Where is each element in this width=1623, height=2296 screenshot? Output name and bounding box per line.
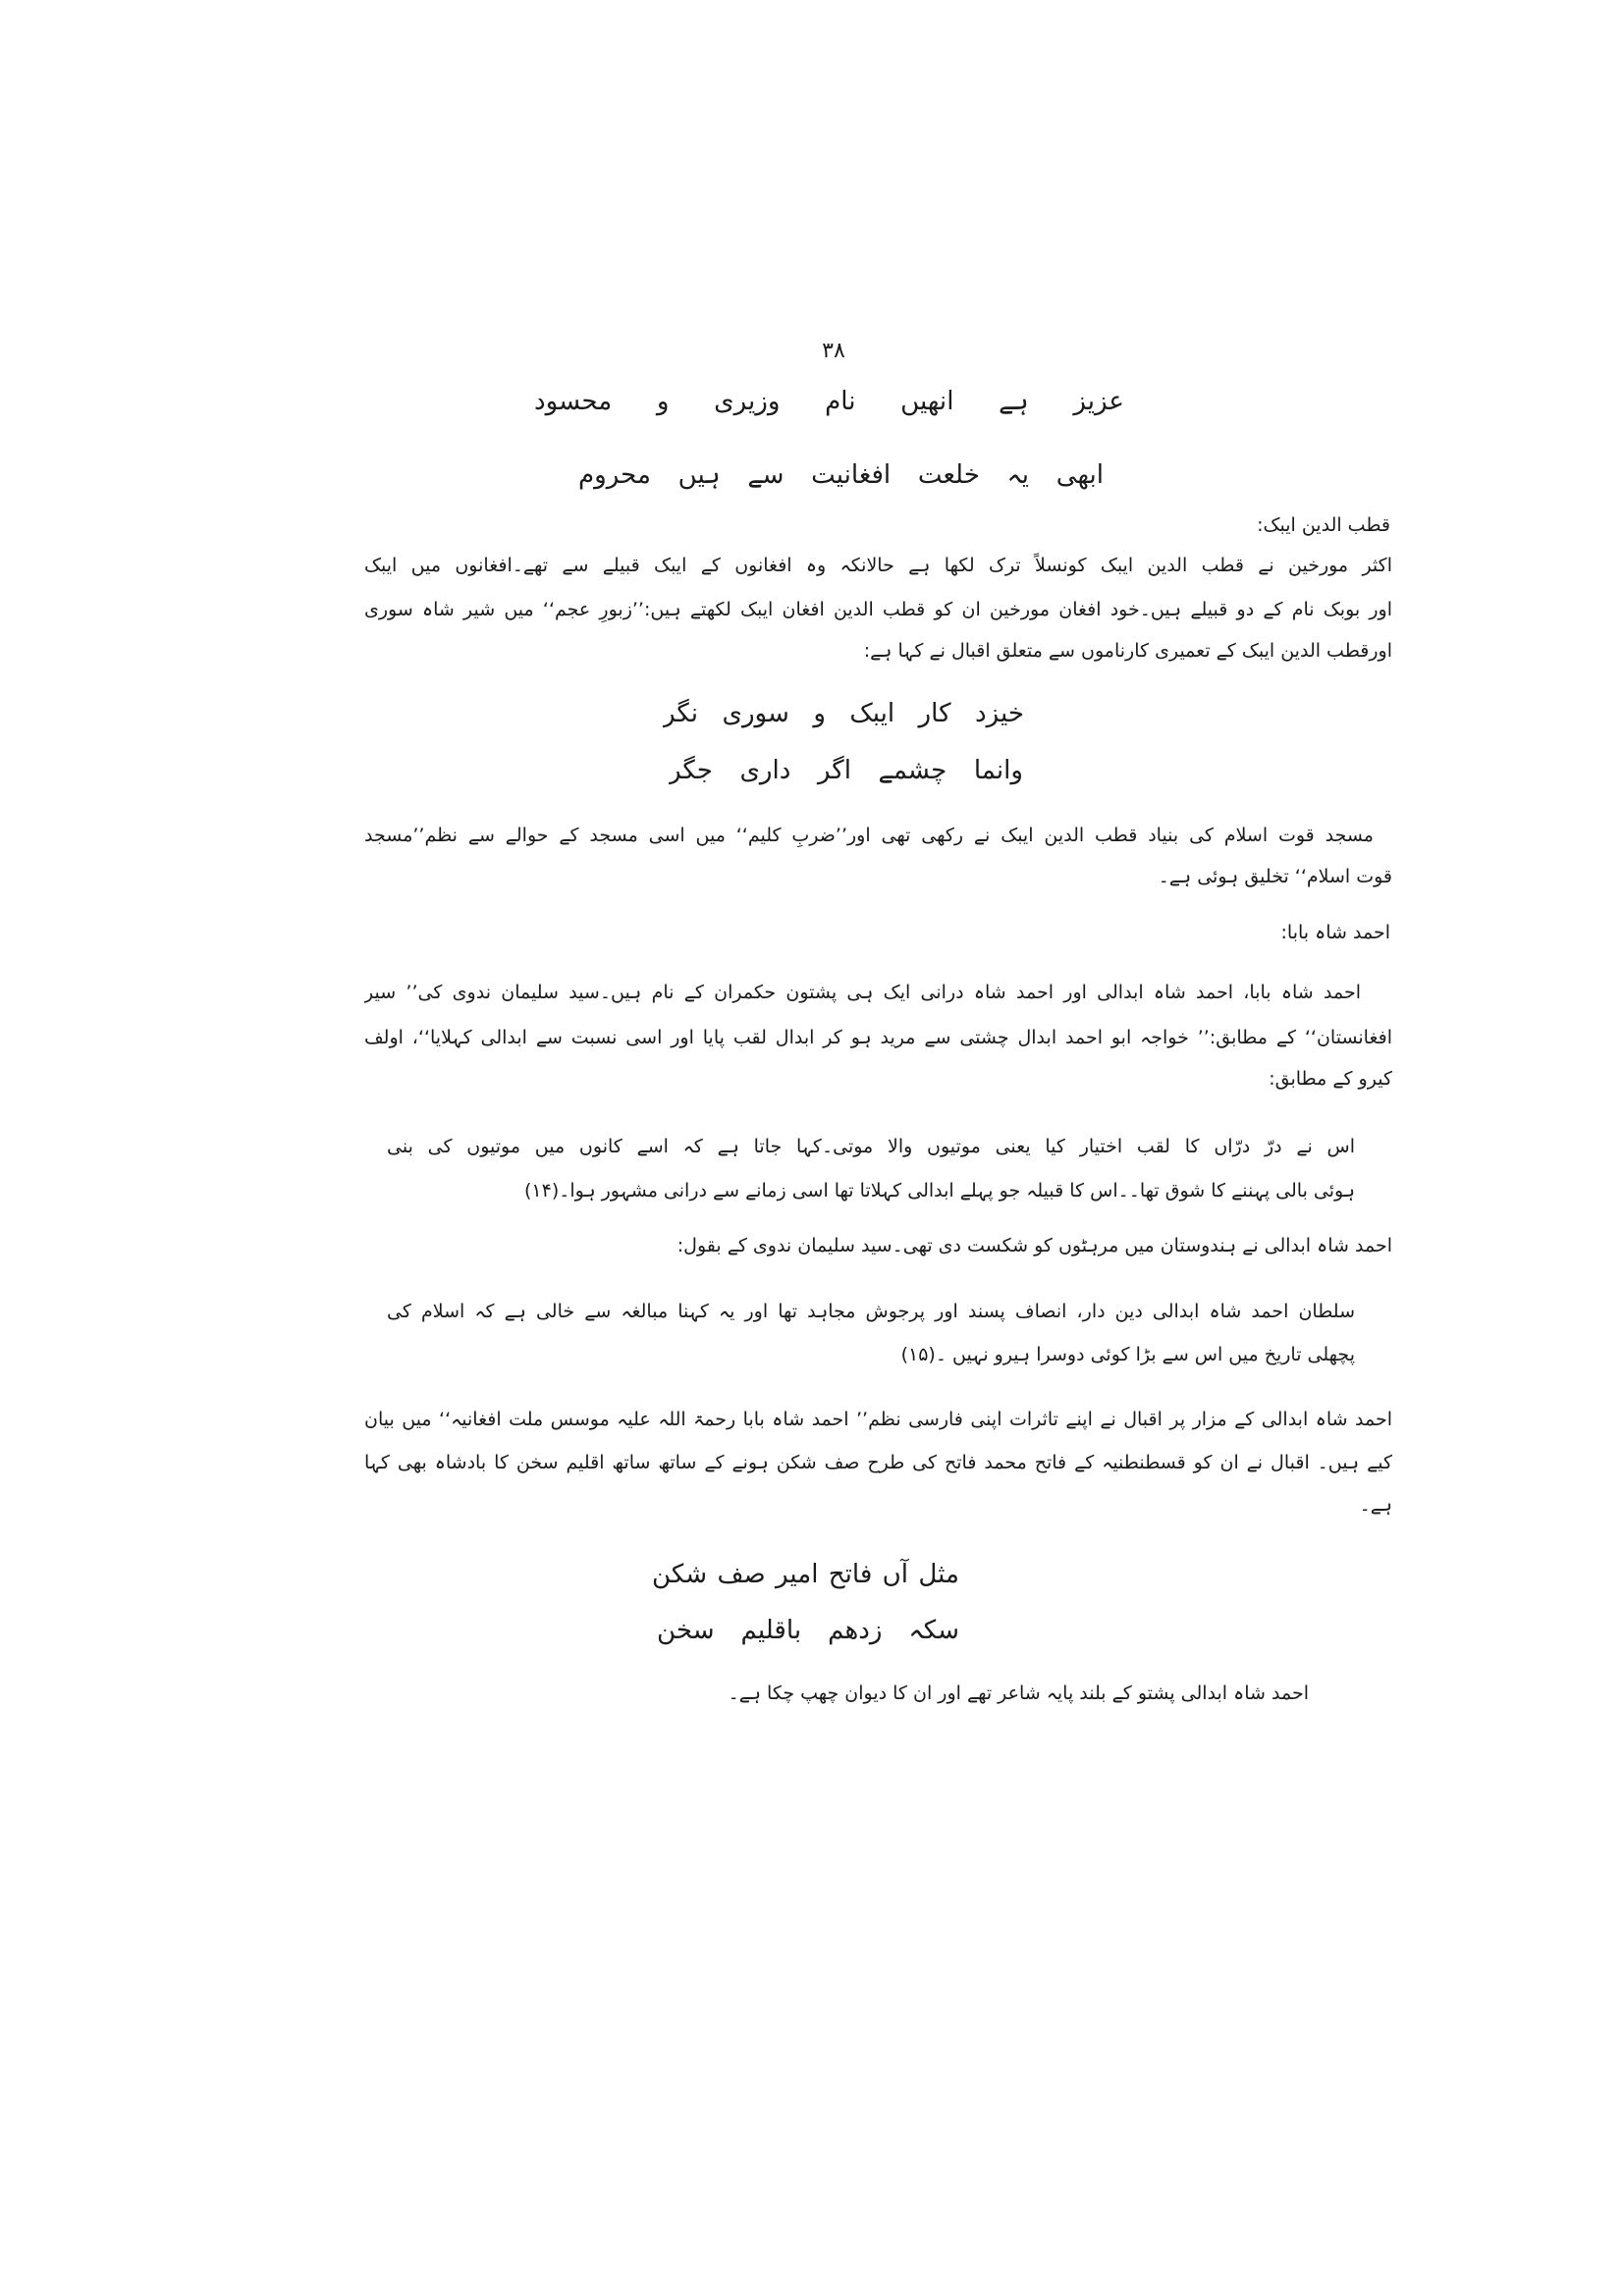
- paragraph-line: کیے ہیں۔ اقبال نے ان کو قسطنطنیہ کے فاتح محمد فاتح کی طرح صف شکن ہونے کے ساتھ ساتھ اقلیم سخن کا بادشاہ بھی کہا: [364, 1452, 1392, 1473]
- paragraph-line: احمد شاہ ابدالی پشتو کے بلند پایہ شاعر تھے اور ان کا دیوان چھپ چکا ہے۔: [728, 1682, 1309, 1704]
- verse-line: خیزد کار ایبک و سوری نگر: [663, 699, 1024, 728]
- section-heading: احمد شاہ بابا:: [1280, 922, 1390, 943]
- block-quote-line: اس نے درّ درّاں کا لقب اختیار کیا یعنی موتیوں والا موتی۔کہا جاتا ہے کہ اسے کانوں میں موتیوں کی بنی: [387, 1136, 1355, 1157]
- block-quote-line: ہوئی بالی پہننے کا شوق تھا۔۔اس کا قبیلہ جو پہلے ابدالی کہلاتا تھا اسی زمانے سے درانی مشہور ہوا۔(۱۴): [523, 1180, 1355, 1201]
- block-quote-line: سلطان احمد شاہ ابدالی دین دار، انصاف پسند اور پرجوش مجاہد تھا اور یہ کہنا مبالغہ سے خالی ہے کہ اسلام کی: [387, 1301, 1355, 1322]
- block-quote-line: پچھلی تاریخ میں اس سے بڑا کوئی دوسرا ہیرو نہیں ۔(۱۵): [900, 1344, 1355, 1365]
- verse-line: عزیز ہے انھیں نام وزیری و محسود: [534, 387, 1124, 416]
- verse-line: سکہ زدھم باقلیم سخن: [657, 1616, 959, 1645]
- verse-line: وانما چشمے اگر داری جگر: [669, 756, 1023, 785]
- paragraph-line: احمد شاہ ابدالی نے ہندوستان میں مرہٹوں کو شکست دی تھی۔سید سلیمان ندوی کے بقول:: [676, 1235, 1392, 1256]
- paragraph-line: اکثر مورخین نے قطب الدین ایبک کونسلاً ترک لکھا ہے حالانکہ وہ افغانوں کے ایبک قبیلے سے تھے۔افغانوں میں ایبک: [364, 555, 1392, 576]
- section-heading: قطب الدین ایبک:: [1257, 514, 1390, 536]
- paragraph-line: ہے۔: [1359, 1494, 1392, 1516]
- verse-line: ابھی یہ خلعت افغانیت سے ہیں محروم: [578, 460, 1104, 490]
- paragraph-line: اور بوبک نام کے دو قبیلے ہیں۔خود افغان مورخین ان کو قطب الدین افغان ایبک لکھتے ہیں:’’زبورِ عجم‘‘ میں شیر شاہ سوری: [364, 599, 1392, 620]
- paragraph-line: مسجد قوت اسلام کی بنیاد قطب الدین ایبک نے رکھی تھی اور’’ضربِ کلیم‘‘ میں اسی مسجد کے حوالے سے نظم’’مسجد: [364, 825, 1374, 846]
- paragraph-line: احمد شاہ بابا، احمد شاہ ابدالی اور احمد شاہ درانی ایک ہی پشتون حکمران کے نام ہیں۔سید سلیمان ندوی کی’’ سیر: [364, 982, 1361, 1003]
- verse-line: مثل آں فاتح امیر صف شکن: [652, 1560, 959, 1589]
- paragraph-line: قوت اسلام‘‘ تخلیق ہوئی ہے۔: [1158, 866, 1392, 887]
- paragraph-line: کیرو کے مطابق:: [1269, 1068, 1392, 1090]
- paragraph-line: احمد شاہ ابدالی کے مزار پر اقبال نے اپنے تاثرات اپنی فارسی نظم’’ احمد شاہ بابا رحمۃ اللہ علیہ موسس ملت افغانیہ‘‘ میں بیان: [364, 1409, 1392, 1430]
- paragraph-line: اورقطب الدین ایبک کے تعمیری کارناموں سے متعلق اقبال نے کہا ہے:: [863, 640, 1392, 662]
- paragraph-line: افغانستان‘‘ کے مطابق:’’ خواجہ ابو احمد ابدال چشتی سے مرید ہو کر ابدال لقب پایا اور اسی نسبت سے ابدالی کہلایا‘‘، اولف: [364, 1027, 1392, 1048]
- page-number: ۳۸: [822, 339, 845, 363]
